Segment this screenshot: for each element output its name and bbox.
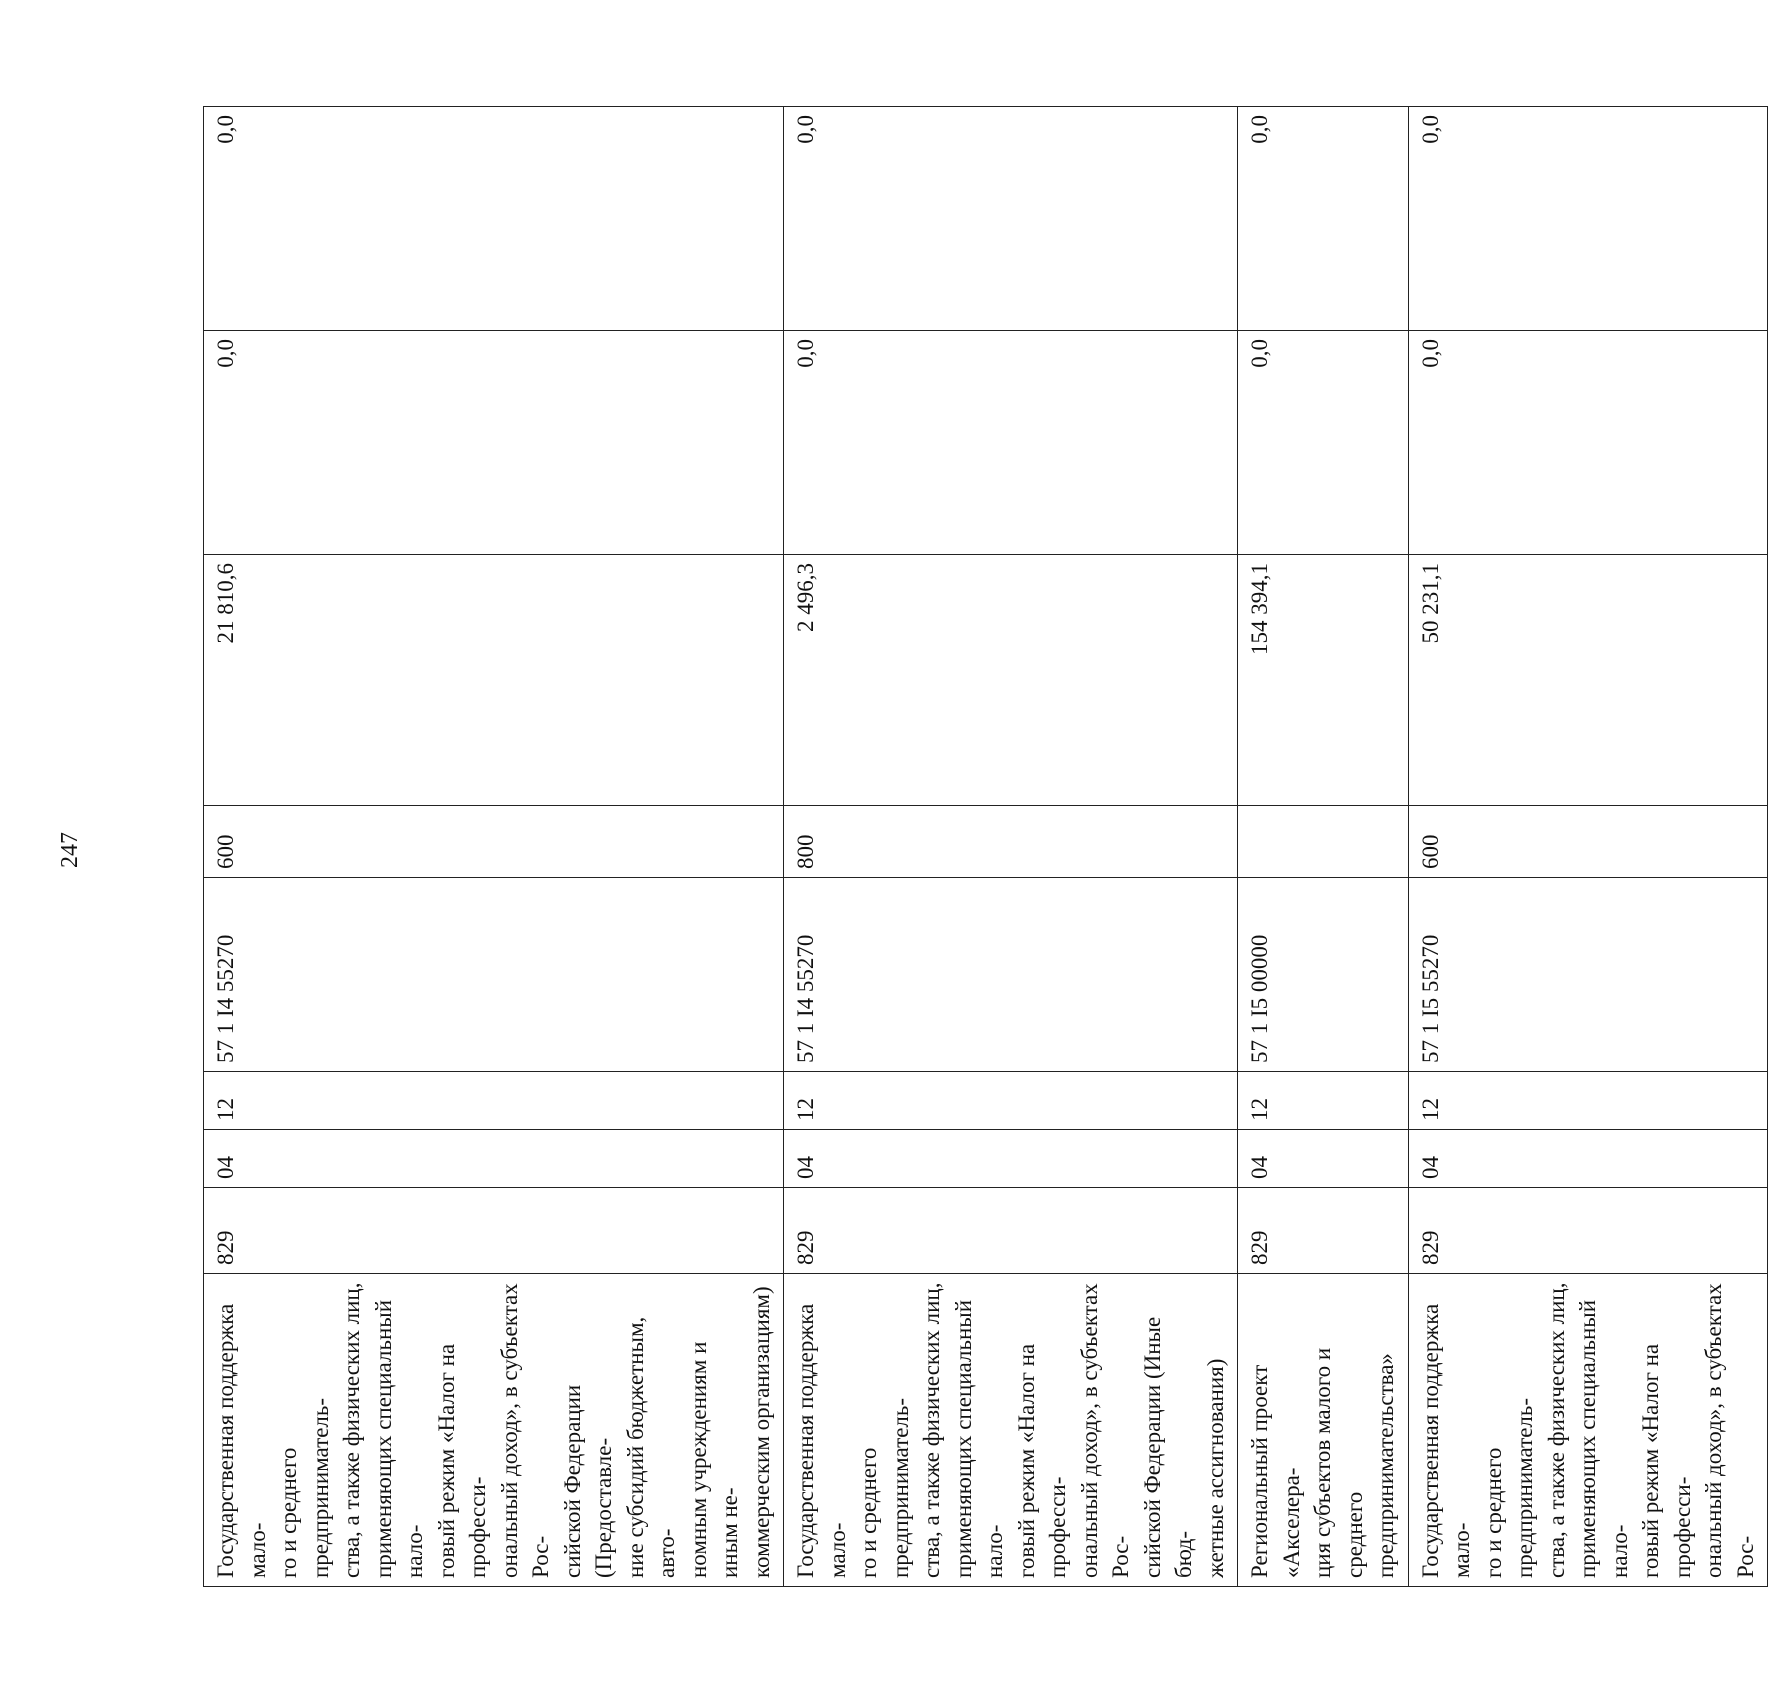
cell-sum-1: 50 231,1 [1408, 555, 1768, 806]
page-number: 247 [57, 832, 83, 868]
cell-sum-3: 0,0 [784, 107, 1238, 331]
cell-sum-3: 0,0 [1238, 107, 1409, 331]
budget-table [203, 106, 1768, 1587]
name-line: Государственная поддержка мало- [1417, 1303, 1474, 1578]
cell-sum-1: 2 496,3 [784, 555, 1238, 806]
name-line: сийской Федерации (Предоставле- [559, 1384, 616, 1578]
name-line: Региональный проект «Акселера- [1247, 1364, 1304, 1578]
name-line: применяющих специальный нало- [950, 1299, 1007, 1578]
cell-pr: 12 [784, 1072, 1238, 1130]
cell-csr: 57 1 I4 55270 [784, 878, 1238, 1072]
cell-csr: 57 1 I5 00000 [1238, 878, 1409, 1072]
name-line: ональный доход», в субъектах Рос- [1701, 1283, 1758, 1578]
cell-sum-2: 0,0 [1238, 331, 1409, 555]
name-line: ства, а также физических лиц, [339, 1282, 364, 1578]
cell-vr [1238, 806, 1409, 878]
name-line: коммерческим организациям) [748, 1286, 774, 1578]
table-row [1238, 107, 1409, 1587]
cell-csr: 57 1 I4 55270 [204, 878, 784, 1072]
name-line: ция субъектов малого и среднего [1310, 1347, 1367, 1578]
cell-pr: 12 [204, 1072, 784, 1130]
cell-vr: 800 [784, 806, 1238, 878]
name-line: Государственная поддержка мало- [213, 1303, 270, 1578]
cell-name [1408, 1274, 1768, 1587]
table-body [204, 107, 1768, 1587]
name-line: говый режим «Налог на професси- [1638, 1343, 1695, 1578]
name-line: номным учреждениям и иным не- [685, 1341, 742, 1578]
name-line: предпринимательства» [1373, 1353, 1398, 1578]
name-line: ональный доход», в субъектах Рос- [1076, 1283, 1133, 1578]
cell-sum-3: 0,0 [1408, 107, 1768, 331]
cell-grbs: 829 [1238, 1188, 1409, 1274]
cell-rz: 04 [1238, 1130, 1409, 1188]
name-line: применяющих специальный нало- [370, 1299, 427, 1578]
cell-name [1238, 1274, 1409, 1587]
cell-rz: 04 [784, 1130, 1238, 1188]
cell-pr: 12 [1238, 1072, 1409, 1130]
name-line: сийской Федерации (Иные бюд- [1139, 1316, 1196, 1578]
cell-sum-2: 0,0 [204, 331, 784, 555]
name-line: ства, а также физических лиц, [919, 1282, 944, 1578]
name-line: ние субсидий бюджетным, авто- [622, 1316, 679, 1578]
cell-vr: 600 [204, 806, 784, 878]
cell-sum-3: 0,0 [204, 107, 784, 331]
table-row [784, 107, 1238, 1587]
cell-rz: 04 [204, 1130, 784, 1188]
cell-csr: 57 1 I5 55270 [1408, 878, 1768, 1072]
rotated-table-container [203, 107, 1758, 1587]
cell-grbs: 829 [1408, 1188, 1768, 1274]
name-line: Государственная поддержка мало- [793, 1303, 850, 1578]
name-line: говый режим «Налог на професси- [433, 1343, 490, 1578]
name-line: го и среднего предприниматель- [1480, 1397, 1537, 1578]
cell-pr: 12 [1408, 1072, 1768, 1130]
cell-name [204, 1274, 784, 1587]
cell-sum-1: 21 810,6 [204, 555, 784, 806]
table-row [204, 107, 784, 1587]
name-line: го и среднего предприниматель- [276, 1397, 333, 1578]
name-line: ства, а также физических лиц, [1543, 1282, 1569, 1578]
cell-vr: 600 [1408, 806, 1768, 878]
cell-sum-1: 154 394,1 [1238, 555, 1409, 806]
cell-sum-2: 0,0 [1408, 331, 1768, 555]
name-line: го и среднего предприниматель- [856, 1397, 913, 1578]
table-row [1408, 107, 1768, 1587]
cell-rz: 04 [1408, 1130, 1768, 1188]
name-line: применяющих специальный нало- [1575, 1299, 1632, 1578]
name-line: ональный доход», в субъектах Рос- [496, 1283, 553, 1578]
cell-grbs: 829 [784, 1188, 1238, 1274]
cell-sum-2: 0,0 [784, 331, 1238, 555]
name-line: жетные ассигнования) [1202, 1358, 1228, 1578]
name-line: говый режим «Налог на професси- [1013, 1343, 1070, 1578]
cell-grbs: 829 [204, 1188, 784, 1274]
cell-name [784, 1274, 1238, 1587]
